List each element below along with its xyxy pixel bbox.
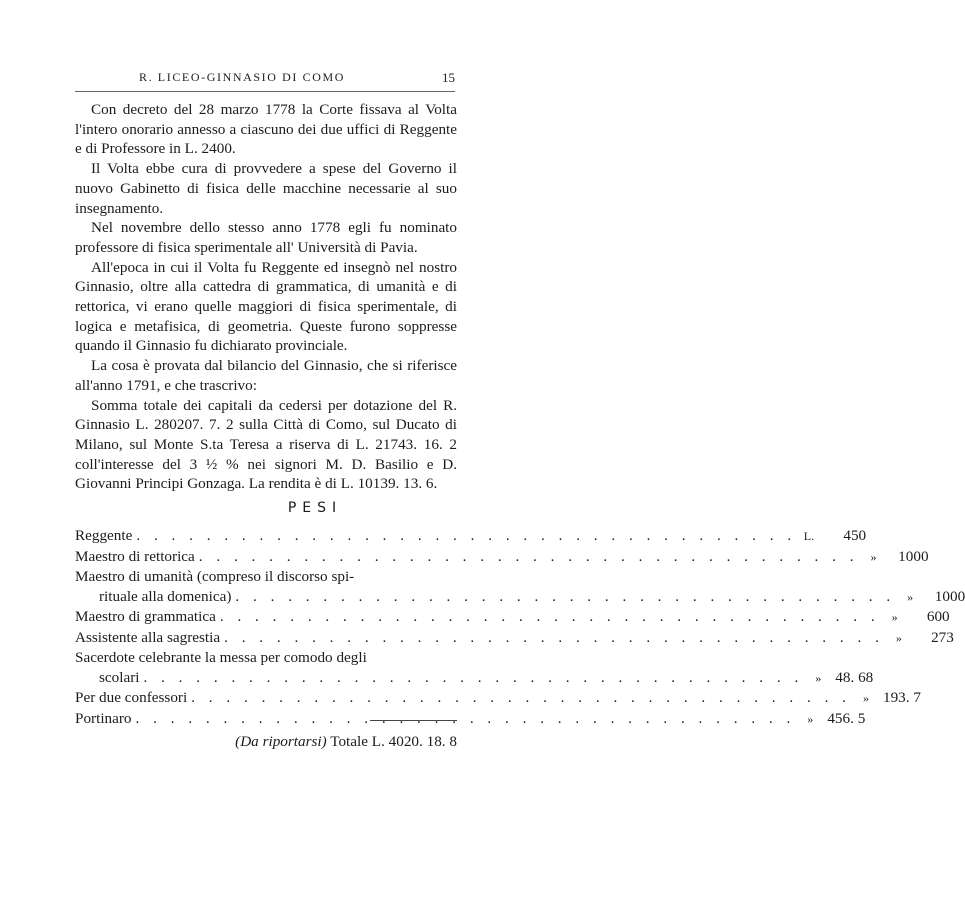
paragraph: Nel novembre dello stesso anno 1778 egli fu nominato professore di fisica sperimentale all' Università di Pavia. bbox=[75, 219, 457, 256]
pesi-currency: » bbox=[815, 670, 822, 685]
pesi-label: Reggente bbox=[75, 527, 133, 544]
pesi-row: Reggente . . . . . . . . . . . . . . . . . . . . . . . . . . . . . . . . . . . . . . L. 450 bbox=[75, 526, 457, 547]
pesi-label: Maestro di rettorica bbox=[75, 547, 195, 565]
pesi-label: Per due confessori bbox=[75, 689, 188, 706]
header-title: R. LICEO-GINNASIO DI COMO bbox=[139, 70, 345, 84]
pesi-amount: 1000 bbox=[898, 547, 929, 565]
pesi-label: Portinaro bbox=[75, 709, 132, 727]
pesi-currency: » bbox=[895, 630, 902, 645]
pesi-row: scolari . . . . . . . . . . . . . . . . . . . . . . . . . . . . . . . . . . . . . . » 48. 68 bbox=[75, 668, 457, 689]
paragraph: Il Volta ebbe cura di provvedere a spese del Governo il nuovo Gabinetto di fisica delle macchine necessarie al suo insegnamento. bbox=[75, 160, 457, 217]
pesi-list bbox=[75, 526, 965, 729]
paragraph: Con decreto del 28 marzo 1778 la Corte fissava al Volta l'intero onorario annesso a ciascuno dei due uffici di Reggente e di Professore in L. 2400. bbox=[75, 101, 457, 158]
total-amount: Totale L. 4020. 18. 8 bbox=[330, 733, 457, 750]
pesi-label: Maestro di grammatica bbox=[75, 608, 216, 625]
paragraph: La cosa è provata dal bilancio del Ginnasio, che si riferisce all'anno 1791, e che trascrivo: bbox=[75, 357, 457, 394]
pesi-row bbox=[75, 648, 457, 668]
pesi-label: Maestro di umanità (compreso il discorso spi- bbox=[75, 568, 355, 585]
pesi-amount: 1000 bbox=[934, 587, 965, 605]
pesi-currency: » bbox=[907, 589, 914, 604]
pesi-currency: L. bbox=[803, 529, 815, 543]
pesi-amount: 48. 68 bbox=[835, 668, 874, 686]
paragraph: Somma totale dei capitali da cedersi per dotazione del R. Ginnasio L. 280207. 7. 2 sulla Città di Como, sul Ducato di Milano, sul Monte S.ta Teresa a riserva di L. 21743. 16. 2 coll'interesse del 3 ½ % nei signori M. D. Basilio e D. Giovanni Principi Gonzaga. La rendita è di L. 10139. 13. 6. bbox=[75, 396, 457, 493]
pesi-row: Maestro di grammatica . . . . . . . . . . . . . . . . . . . . . . . . . . . . . . . . . . . . . . » 600 bbox=[75, 607, 457, 628]
pesi-label: Sacerdote celebrante la messa per comodo degli bbox=[75, 649, 367, 666]
pesi-amount: 273 bbox=[931, 628, 954, 646]
pesi-currency: » bbox=[891, 610, 898, 624]
pesi-amount: 450 bbox=[843, 527, 867, 544]
pesi-row: Assistente alla sagrestia . . . . . . . . . . . . . . . . . . . . . . . . . . . . . . . . . . . . . . » 273 bbox=[75, 628, 457, 649]
total-note: (Da riportarsi) bbox=[235, 733, 327, 750]
body-text bbox=[75, 100, 457, 494]
pesi-label: rituale alla domenica) bbox=[99, 587, 232, 605]
pesi-row bbox=[75, 567, 457, 587]
paragraph: All'epoca in cui il Volta fu Reggente ed insegnò nel nostro Ginnasio, oltre alla cattedra di grammatica, di umanità e di rettorica, vi erano quelle maggiori di fisica sperimentale, di logica e metafisica, di geometria. Queste furono soppresse quando il Ginnasio fu dichiarato provinciale. bbox=[75, 258, 457, 355]
header-rule bbox=[75, 91, 455, 92]
pesi-currency: » bbox=[862, 691, 869, 705]
total-rule bbox=[370, 720, 457, 721]
pesi-label: Assistente alla sagrestia bbox=[75, 628, 221, 646]
pesi-amount: 600 bbox=[926, 608, 950, 625]
pesi-row: Per due confessori . . . . . . . . . . . . . . . . . . . . . . . . . . . . . . . . . . . . . . » 193. 7 bbox=[75, 688, 457, 709]
pesi-amount: 456. 5 bbox=[827, 709, 866, 727]
pesi-amount: 193. 7 bbox=[882, 689, 921, 706]
section-title: PESI bbox=[287, 500, 343, 516]
pesi-currency: » bbox=[870, 549, 877, 564]
page-number: 15 bbox=[442, 70, 455, 85]
total-line bbox=[75, 733, 457, 751]
pesi-label: scolari bbox=[99, 668, 140, 686]
pesi-currency: » bbox=[807, 711, 814, 726]
pesi-row: rituale alla domenica) . . . . . . . . . . . . . . . . . . . . . . . . . . . . . . . . . . . . . . » 1000 bbox=[75, 587, 457, 608]
pesi-row: Portinaro . . . . . . . . . . . . . . . . . . . . . . . . . . . . . . . . . . . . . . » 456. 5 bbox=[75, 709, 457, 730]
pesi-row: Maestro di rettorica . . . . . . . . . . . . . . . . . . . . . . . . . . . . . . . . . . . . . . » 1000 bbox=[75, 547, 457, 568]
